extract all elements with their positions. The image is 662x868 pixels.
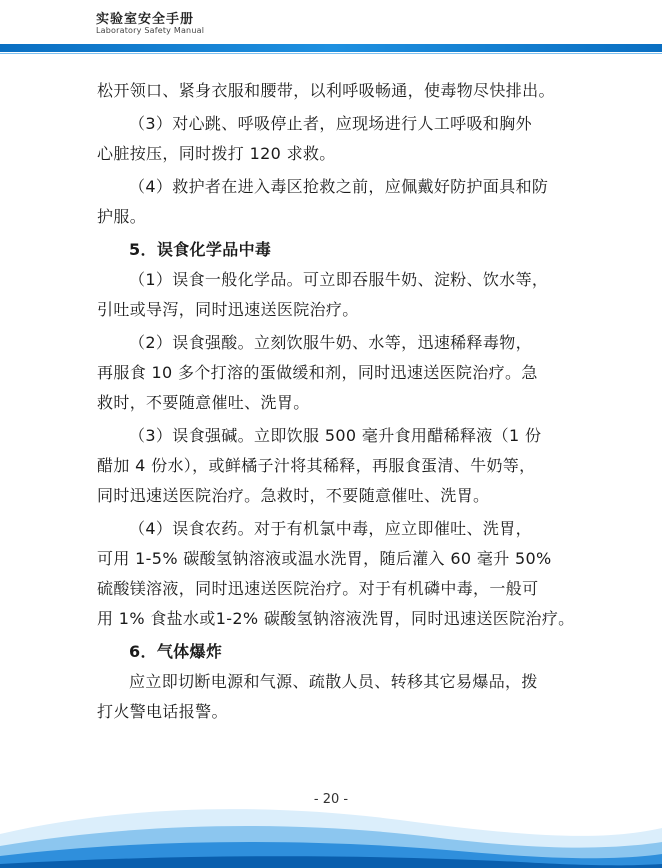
- body-text: [97, 76, 577, 727]
- text-line: （3）误食强碱。立即饮服 500 毫升食用醋稀释液（1 份: [129, 426, 542, 445]
- text-line: 引吐或导泻，同时迅速送医院治疗。: [97, 300, 359, 319]
- text-line: 用 1% 食盐水或1-2% 碳酸氢钠溶液洗胃，同时迅速送医院治疗。: [97, 609, 575, 628]
- text-line: 护服。: [97, 207, 147, 226]
- manual-subtitle: Laboratory Safety Manual: [96, 26, 205, 35]
- text-line: （4）误食农药。对于有机氯中毒，应立即催吐、洗胃，: [129, 519, 532, 538]
- text-line: （1）误食一般化学品。可立即吞服牛奶、淀粉、饮水等，: [129, 270, 549, 289]
- text-line: （2）误食强酸。立刻饮服牛奶、水等，迅速稀释毒物，: [129, 333, 532, 352]
- text-line: 同时迅速送医院治疗。急救时，不要随意催吐、洗胃。: [97, 486, 490, 505]
- footer-wave-decoration: [0, 798, 662, 868]
- section-heading: 5．误食化学品中毒: [129, 240, 272, 259]
- text-line: （3）对心跳、呼吸停止者，应现场进行人工呼吸和胸外: [129, 114, 532, 133]
- page-header: [0, 0, 662, 60]
- text-line: 可用 1-5% 碳酸氢钠溶液或温水洗胃，随后灌入 60 毫升 50%: [97, 549, 552, 568]
- text-line: （4）救护者在进入毒区抢救之前，应佩戴好防护面具和防: [129, 177, 549, 196]
- text-line: 应立即切断电源和气源、疏散人员、转移其它易爆品，拨: [129, 672, 538, 691]
- text-line: 救时，不要随意催吐、洗胃。: [97, 393, 310, 412]
- section-heading: 6．气体爆炸: [129, 642, 223, 661]
- manual-title: 实验室安全手册: [96, 12, 195, 27]
- text-line: 心脏按压，同时拨打 120 求救。: [97, 144, 336, 163]
- text-line: 硫酸镁溶液，同时迅速送医院治疗。对于有机磷中毒，一般可: [97, 579, 539, 598]
- page-number: - 20 -: [313, 792, 349, 807]
- text-line: 打火警电话报警。: [97, 702, 228, 721]
- text-line: 松开领口、紧身衣服和腰带，以利呼吸畅通，使毒物尽快排出。: [97, 81, 555, 100]
- text-line: 醋加 4 份水），或鲜橘子汁将其稀释，再服食蛋清、牛奶等，: [97, 456, 536, 475]
- header-thin-rule: [0, 53, 662, 54]
- header-blue-bar: [0, 44, 662, 52]
- text-line: 再服食 10 多个打溶的蛋做缓和剂，同时迅速送医院治疗。急: [97, 363, 538, 382]
